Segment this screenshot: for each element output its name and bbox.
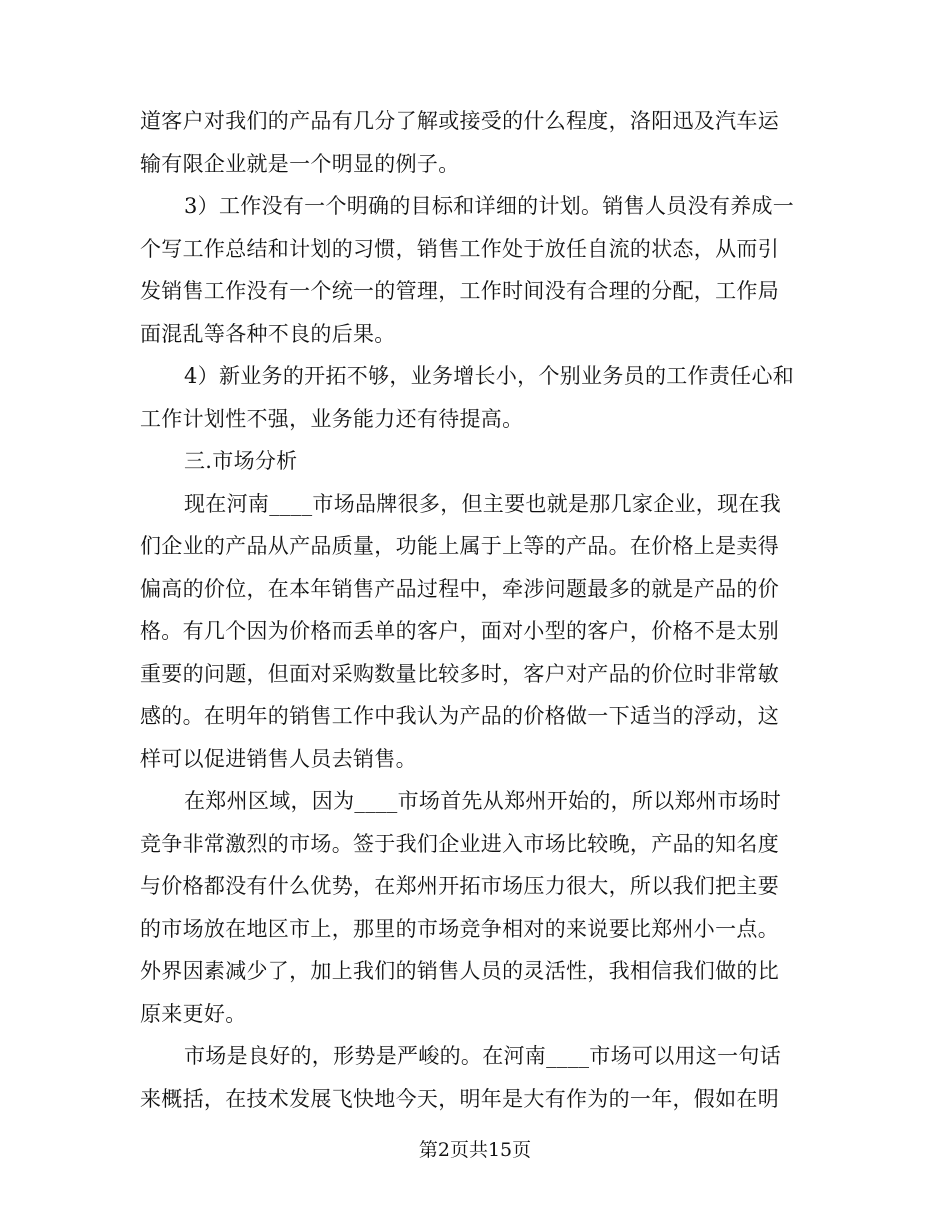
text-line: 感的。在明年的销售工作中我认为产品的价格做一下适当的浮动，这 [140,704,779,728]
text-line: 面混乱等各种不良的后果。 [140,321,396,346]
page-number-footer: 第2页共15页 [418,1139,532,1161]
text-line: 格。有几个因为价格而丢单的客户，面对小型的客户，价格不是太别 [140,619,779,643]
text-line: 原来更好。 [140,1001,247,1026]
text-line: 工作计划性不强，业务能力还有待提高。 [140,406,524,431]
paragraph [140,780,810,1035]
text-line: 个写工作总结和计划的习惯，销售工作处于放任自流的状态，从而引 [140,236,779,261]
text-line: 的市场放在地区市上，那里的市场竞争相对的来说要比郑州小一点。 [140,916,779,941]
text-line: 偏高的价位，在本年销售产品过程中，牵涉问题最多的就是产品的价 [140,576,779,601]
text-line: 在郑州区域，因为____市场首先从郑州开始的，所以郑州市场时 [184,789,781,813]
paragraph [140,185,810,355]
paragraph [140,483,810,781]
paragraph [140,440,810,483]
text-line: 4）新业务的开拓不够，业务增长小，个别业务员的工作责任心和 [184,364,795,388]
text-line: 发销售工作没有一个统一的管理，工作时间没有合理的分配，工作局 [140,279,779,303]
paragraph [140,1035,810,1120]
text-line: 与价格都没有什么优势，在郑州开拓市场压力很大，所以我们把主要 [140,874,779,898]
text-line: 三.市场分析 [184,449,298,473]
document-body [140,100,810,1120]
text-line: 输有限企业就是一个明显的例子。 [140,151,460,176]
text-line: 样可以促进销售人员去销售。 [140,746,417,771]
paragraph [140,100,810,185]
text-line: 重要的问题，但面对采购数量比较多时，客户对产品的价位时非常敏 [140,661,779,686]
text-line: 道客户对我们的产品有几分了解或接受的什么程度，洛阳迅及汽车运 [140,109,779,133]
text-line: 竞争非常激烈的市场。签于我们企业进入市场比较晚，产品的知名度 [140,831,779,856]
text-line: 现在河南____市场品牌很多，但主要也就是那几家企业，现在我 [184,491,781,516]
paragraph [140,355,810,440]
text-line: 3）工作没有一个明确的目标和详细的计划。销售人员没有养成一 [184,194,795,218]
text-line: 来概括，在技术发展飞快地今天，明年是大有作为的一年，假如在明 [140,1086,779,1111]
text-line: 们企业的产品从产品质量，功能上属于上等的产品。在价格上是卖得 [140,534,779,558]
text-line: 市场是良好的，形势是严峻的。在河南____市场可以用这一句话 [184,1044,781,1068]
text-line: 外界因素减少了，加上我们的销售人员的灵活性，我相信我们做的比 [140,959,779,983]
